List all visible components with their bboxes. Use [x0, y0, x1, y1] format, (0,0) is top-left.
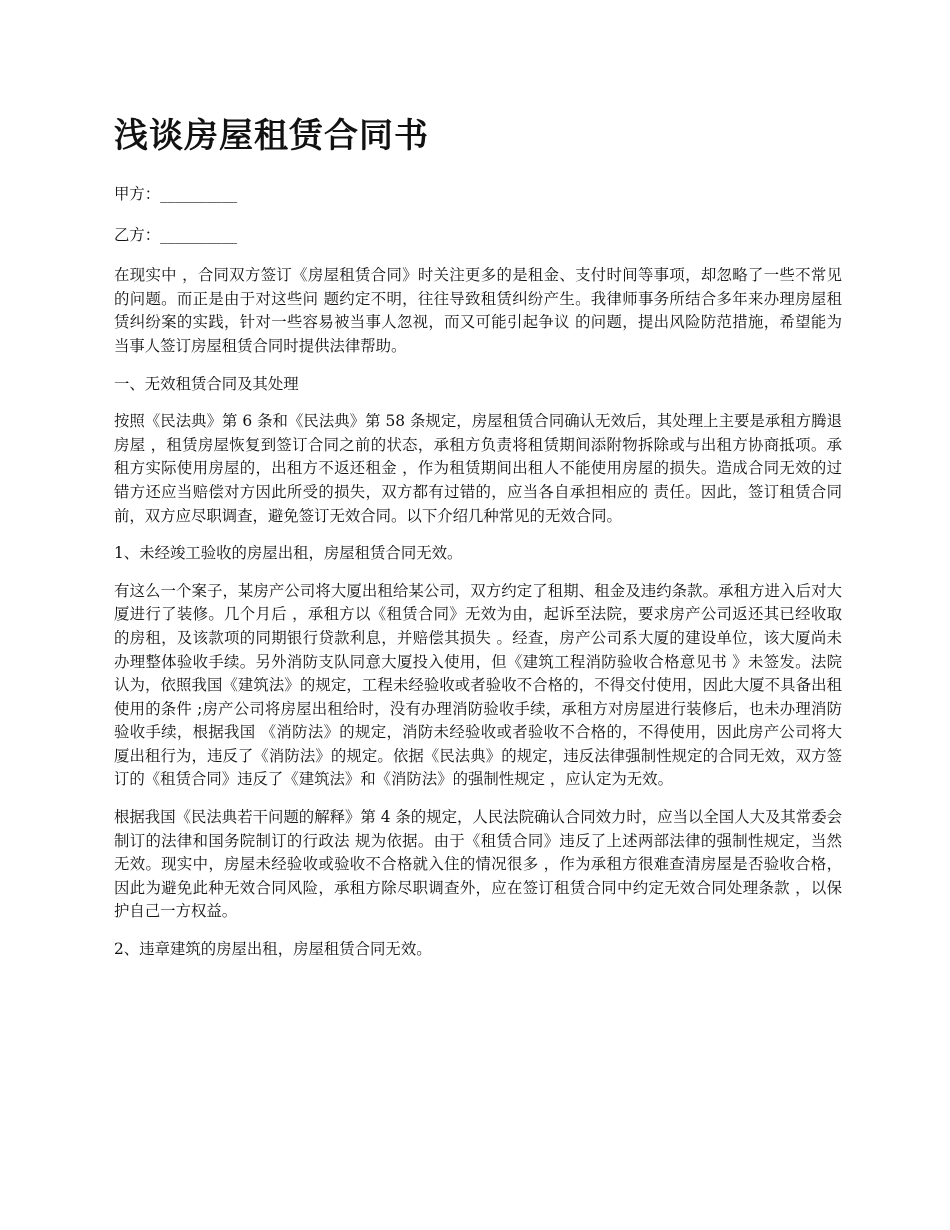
- party-a-line: 甲方：__________: [114, 185, 238, 203]
- document-title: 浅谈房屋租赁合同书: [114, 116, 429, 156]
- subheading-unaccepted-house: 1、未经竣工验收的房屋出租，房屋租赁合同无效。: [114, 544, 463, 563]
- invalid-contract-handling-paragraph: 按照《民法典》第 6 条和《民法典》第 58 条规定，房屋租赁合同确认无效后，其处理上主要是承租方腾退房屋 ，租赁房屋恢复到签订合同之前的状态，承租方负责将租赁期间添附物拆除或与出租方协商抵项。承租方实际使用房屋的，出租方不返还租金 ，作为租赁期间出租人不能使用房屋的损失。造成合同无效的过错方还应当赔偿对方因此所受的损失，双方都有过错的，应当各自承担相应的 责任。因此，签订租赁合同前，双方应尽职调查，避免签订无效合同。以下介绍几种常见的无效合同。: [114, 412, 842, 525]
- case-paragraph: 有这么一个案子，某房产公司将大厦出租给某公司，双方约定了租期、租金及违约条款。承租方进入后对大厦进行了装修。几个月后 ，承租方以《租赁合同》无效为由，起诉至法院，要求房产公司返还其已经收取的房租，及该款项的同期银行贷款利息，并赔偿其损失 。经查，房产公司系大厦的建设单位，该大厦尚未办理整体验收手续。另外消防支队同意大厦投入使用，但《建筑工程消防验收合格意见书 》未签发。法院认为，依照我国《建筑法》的规定，工程未经验收或者验收不合格的，不得交付使用，因此大厦不具备出租使用的条件 ;房产公司将房屋出租给时，没有办理消防验收手续，承租方对房屋进行装修后，也未办理消防验收手续，根据我国 《消防法》的规定，消防未经验收或者验收不合格的，不得使用，因此房产公司将大厦出租行为，违反了《消防法》的规定。依据《民法典》的规定，违反法律强制性规定的合同无效，双方签订的《租赁合同》违反了《建筑法》和《消防法》的强制性规定 ，应认定为无效。: [114, 581, 842, 789]
- intro-paragraph: 在现实中 ，合同双方签订《房屋租赁合同》时关注更多的是租金、支付时间等事项，却忽略了一些不常见的问题。而正是由于对这些问 题约定不明，往往导致租赁纠纷产生。我律师事务所结合多年来办理房屋租赁纠纷案的实践，针对一些容易被当事人忽视，而又可能引起争议 的问题，提出风险防范措施，希望能为当事人签订房屋租赁合同时提供法律帮助。: [114, 266, 842, 355]
- party-b-line: 乙方：__________: [114, 225, 238, 244]
- document-page: [114, 112, 842, 976]
- section-heading-invalid-contracts: 一、无效租赁合同及其处理: [114, 374, 299, 393]
- subheading-illegal-building: 2、违章建筑的房屋出租，房屋租赁合同无效。: [114, 940, 432, 959]
- legal-basis-paragraph: 根据我国《民法典若干问题的解释》第 4 条的规定，人民法院确认合同效力时，应当以全国人大及其常委会制订的法律和国务院制订的行政法 规为依据。由于《租赁合同》违反了上述两部法律的强制性规定，当然无效。现实中，房屋未经验收或验收不合格就入住的情况很多 ，作为承租方很难查清房屋是否验收合格，因此为避免此种无效合同风险，承租方除尽职调查外，应在签订租赁合同中约定无效合同处理条款 ，以保护自己一方权益。: [114, 808, 842, 921]
